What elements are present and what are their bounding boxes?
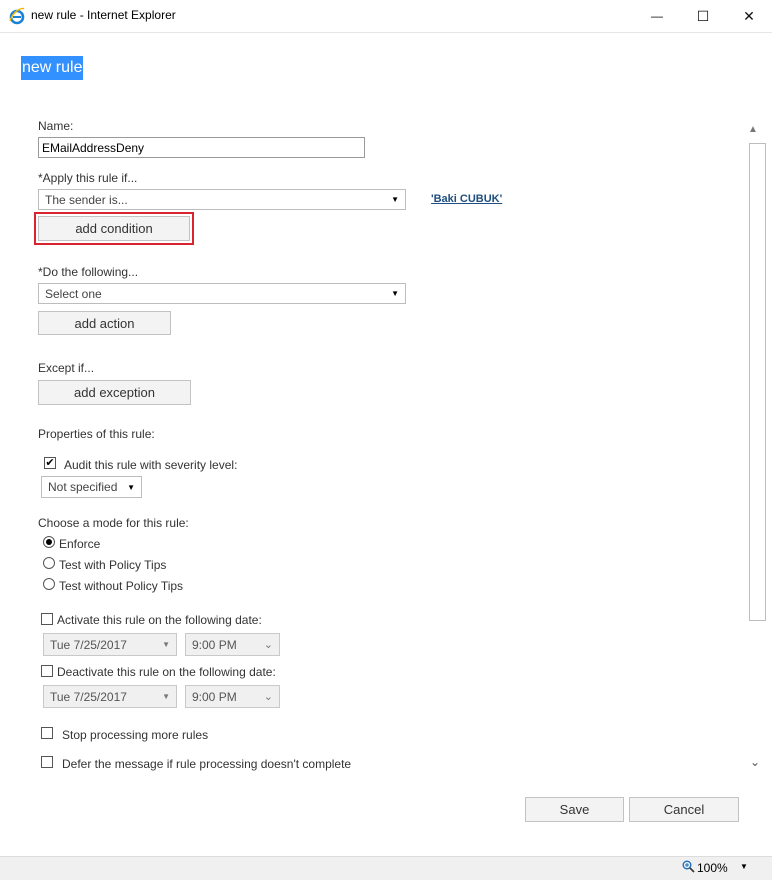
audit-checkbox[interactable] — [44, 457, 56, 469]
maximize-button[interactable] — [680, 0, 726, 32]
cancel-button[interactable]: Cancel — [629, 797, 739, 822]
except-label: Except if... — [38, 361, 95, 375]
severity-select-value: Not specified — [48, 480, 118, 494]
sender-link[interactable]: 'Baki CUBUK' — [431, 193, 503, 205]
activate-time-select[interactable] — [185, 633, 280, 656]
radio-test-without-tips-label: Test without Policy Tips — [59, 579, 184, 593]
minimize-button[interactable] — [634, 0, 680, 32]
deactivate-checkbox[interactable] — [41, 665, 53, 677]
stop-processing-label: Stop processing more rules — [62, 728, 209, 742]
radio-test-with-tips-label: Test with Policy Tips — [59, 558, 167, 572]
chevron-down-icon: ▼ — [391, 195, 399, 204]
minimize-icon: — — [651, 9, 663, 23]
properties-label: Properties of this rule: — [38, 427, 155, 441]
severity-select[interactable] — [41, 476, 142, 498]
apply-rule-label: *Apply this rule if... — [38, 171, 138, 185]
defer-checkbox[interactable] — [41, 756, 53, 768]
ie-logo-icon — [8, 7, 26, 25]
radio-selected-dot — [46, 539, 52, 545]
mode-label: Choose a mode for this rule: — [38, 516, 189, 530]
scroll-up-icon[interactable]: ▲ — [748, 124, 758, 135]
name-label: Name: — [38, 119, 74, 133]
do-following-label: *Do the following... — [38, 265, 139, 279]
chevron-down-icon[interactable]: ▼ — [740, 862, 748, 871]
page-title: new rule — [21, 56, 83, 80]
radio-test-with-tips[interactable] — [43, 557, 55, 569]
maximize-icon: ☐ — [696, 7, 710, 24]
activate-label: Activate this rule on the following date: — [57, 613, 262, 627]
chevron-down-icon: ⌄ — [263, 639, 273, 651]
deactivate-date-value: Tue 7/25/2017 — [50, 689, 127, 704]
zoom-icon[interactable] — [682, 860, 695, 873]
add-exception-button[interactable]: add exception — [38, 380, 191, 405]
chevron-down-icon: ▼ — [127, 482, 135, 492]
scroll-down-icon[interactable]: ⌄ — [750, 755, 761, 769]
radio-enforce-label: Enforce — [59, 537, 101, 551]
deactivate-time-select[interactable] — [185, 685, 280, 708]
action-select[interactable] — [38, 283, 406, 304]
scrollbar-thumb[interactable] — [749, 143, 766, 621]
window-title: new rule - Internet Explorer — [31, 8, 176, 22]
checkmark-icon: ✔ — [45, 456, 55, 469]
close-button[interactable] — [726, 0, 772, 32]
audit-label: Audit this rule with severity level: — [64, 458, 238, 472]
chevron-down-icon: ⌄ — [263, 691, 273, 703]
name-input[interactable] — [38, 137, 365, 158]
deactivate-label: Deactivate this rule on the following date: — [57, 665, 276, 679]
radio-test-without-tips[interactable] — [43, 578, 55, 590]
defer-label: Defer the message if rule processing doesn't complete — [62, 757, 352, 771]
close-icon: ✕ — [743, 7, 755, 24]
add-condition-button[interactable]: add condition — [38, 216, 190, 241]
chevron-down-icon: ▼ — [162, 640, 170, 649]
zoom-level[interactable]: 100% — [697, 861, 728, 875]
condition-select-value: The sender is... — [45, 192, 128, 207]
condition-select[interactable] — [38, 189, 406, 210]
chevron-down-icon: ▼ — [391, 289, 399, 298]
action-select-value: Select one — [45, 286, 102, 301]
activate-date-value: Tue 7/25/2017 — [50, 637, 127, 652]
radio-enforce[interactable] — [43, 536, 55, 548]
add-action-button[interactable]: add action — [38, 311, 171, 335]
deactivate-date-picker[interactable] — [43, 685, 177, 708]
activate-checkbox[interactable] — [41, 613, 53, 625]
chevron-down-icon: ▼ — [162, 692, 170, 701]
activate-time-value: 9:00 PM — [192, 637, 237, 652]
save-button[interactable]: Save — [525, 797, 624, 822]
activate-date-picker[interactable] — [43, 633, 177, 656]
stop-processing-checkbox[interactable] — [41, 727, 53, 739]
status-bar — [0, 856, 772, 880]
deactivate-time-value: 9:00 PM — [192, 689, 237, 704]
